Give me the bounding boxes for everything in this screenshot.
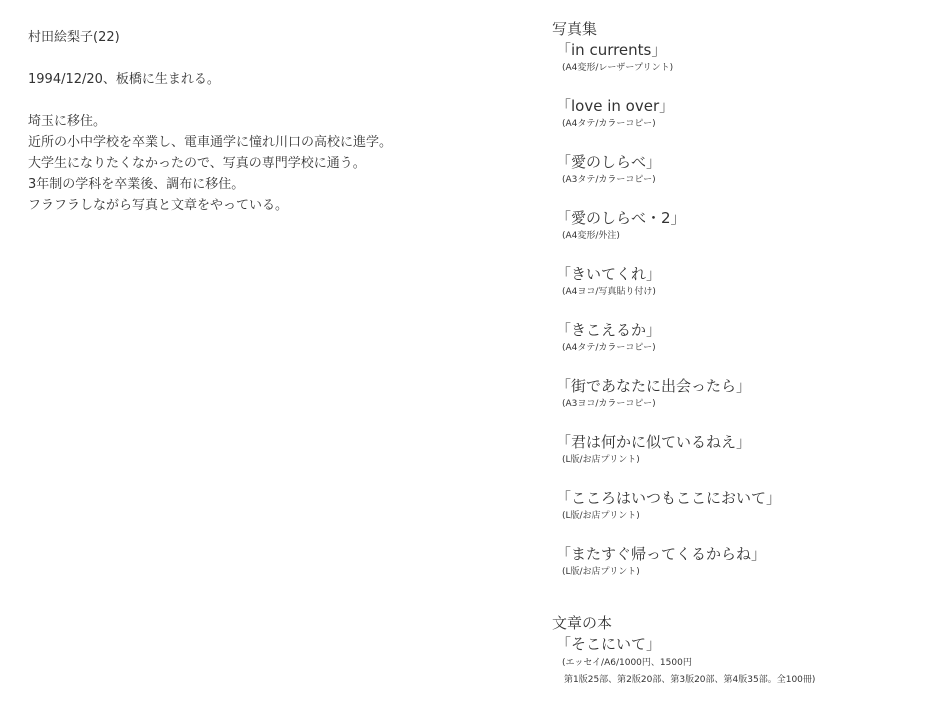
- photobook-item: [552, 263, 932, 319]
- photobook-detail: (L版/お店プリント): [562, 567, 640, 577]
- photobook-detail: (A4タテ/カラーコピー): [562, 119, 656, 129]
- photobook-item: [552, 39, 932, 95]
- photobook-item: [552, 375, 932, 431]
- photobook-detail: (A4変形/レーザープリント): [562, 63, 674, 73]
- photobook-item: [552, 151, 932, 207]
- photobook-detail: (L版/お店プリント): [562, 511, 640, 521]
- photobooks-section: [552, 19, 932, 599]
- photobook-title: 「きいてくれ」: [556, 265, 662, 283]
- spacer: [28, 48, 508, 69]
- photobook-title: 「愛のしらべ」: [556, 153, 662, 171]
- bio-line: 大学生になりたくなかったので、写真の専門学校に通う。: [28, 156, 366, 171]
- photobook-list: [552, 39, 932, 599]
- photobook-item: [552, 543, 932, 599]
- essay-list: [552, 633, 932, 689]
- essay-detail: (エッセイ/A6/1000円、1500円: [562, 658, 692, 668]
- photobook-detail: (A4変形/外注): [562, 231, 620, 241]
- photobook-detail: (A4ヨコ/写真貼り付け): [562, 287, 656, 297]
- photobook-title: 「君は何かに似ているねえ」: [556, 433, 752, 451]
- essay-edition-detail: 第1版25部、第2版20部、第3版20部、第4版35部。全100冊): [564, 675, 816, 685]
- photobook-detail: (A3タテ/カラーコピー): [562, 175, 656, 185]
- photobook-item: [552, 207, 932, 263]
- photobook-title: 「in currents」: [556, 41, 667, 59]
- birth-line: 1994/12/20、板橋に生まれる。: [28, 72, 220, 87]
- bio-line: フラフラしながら写真と文章をやっている。: [28, 198, 289, 213]
- works-column: [552, 19, 932, 689]
- essay-title: 「そこにいて」: [556, 635, 662, 653]
- author-name: 村田絵梨子(22): [28, 30, 120, 45]
- photobooks-heading: 写真集: [552, 20, 598, 38]
- photobook-detail: (A3ヨコ/カラーコピー): [562, 399, 656, 409]
- essay-item: [552, 633, 932, 689]
- spacer: [28, 90, 508, 111]
- bio-line: 近所の小中学校を卒業し、電車通学に憧れ川口の高校に進学。: [28, 135, 393, 150]
- essays-section: [552, 613, 932, 689]
- photobook-title: 「きこえるか」: [556, 321, 662, 339]
- bio-line: 埼玉に移住。: [28, 114, 107, 129]
- photobook-item: [552, 95, 932, 151]
- photobook-title: 「愛のしらべ・2」: [556, 209, 686, 227]
- photobook-title: 「love in over」: [556, 97, 675, 115]
- essays-heading: 文章の本: [552, 614, 613, 632]
- photobook-item: [552, 431, 932, 487]
- photobook-title: 「街であなたに出会ったら」: [556, 377, 752, 395]
- photobook-detail: (A4タテ/カラーコピー): [562, 343, 656, 353]
- photobook-item: [552, 319, 932, 375]
- bio-line: 3年制の学科を卒業後、調布に移住。: [28, 177, 245, 192]
- profile-section: [28, 27, 508, 216]
- photobook-title: 「またすぐ帰ってくるからね」: [556, 545, 767, 563]
- photobook-detail: (L版/お店プリント): [562, 455, 640, 465]
- photobook-title: 「こころはいつもここにおいて」: [556, 489, 782, 507]
- photobook-item: [552, 487, 932, 543]
